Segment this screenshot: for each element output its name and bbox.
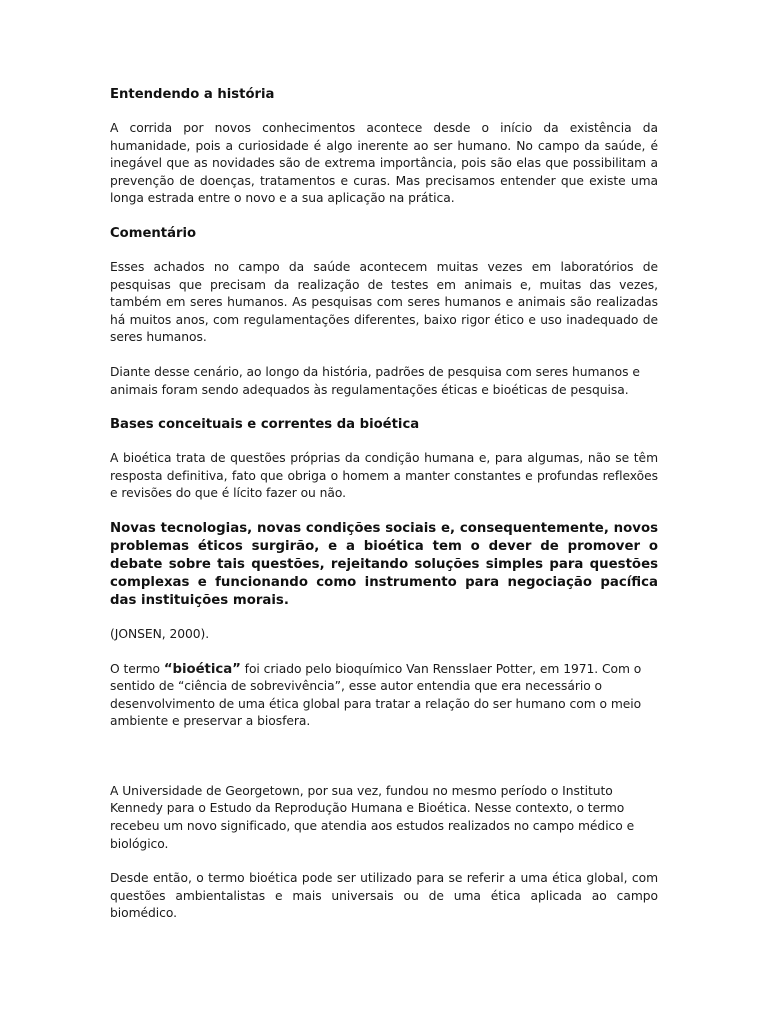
section-heading: Entendendo a história [110, 87, 275, 102]
term-paragraph-after: foi criado pelo bioquímico Van Rensslaer Potter, em 1971. Com o sentido de “ciência de sobrevivência”, esse autor entendia que era necessário o desenvolvimento de uma ética global para tratar a relação do ser humano com o meio ambiente e preservar a biosfera. [110, 661, 642, 729]
paragraph: Esses achados no campo da saúde acontecem muitas vezes em laboratórios de pesquisas que precisam da realização de testes em animais e, muitas das vezes, também em seres humanos. As pesquisas com seres humanos e animais são realizadas há muitos anos, com regulamentações diferentes, baixo rigor ético e uso inadequado de seres humanos. [110, 259, 658, 345]
citation: (JONSEN, 2000). [110, 626, 210, 641]
paragraph: A Universidade de Georgetown, por sua vez, fundou no mesmo período o Instituto Kennedy para o Estudo da Reprodução Humana e Bioética. Nesse contexto, o termo recebeu um novo significado, que atendia aos estudos realizados no campo médico e biológico. [110, 783, 635, 851]
term-paragraph-before: O termo [110, 661, 164, 676]
block-quote: Novas tecnologias, novas condições sociais e, consequentemente, novos problemas éticos surgirão, e a bioética tem o dever de promover o debate sobre tais questões, rejeitando soluções simples para questões complexas e funcionando como instrumento para negociação pacífica das instituições morais. [110, 520, 658, 608]
term-highlight: “bioética” [163, 661, 241, 677]
paragraph: A corrida por novos conhecimentos acontece desde o início da existência da humanidade, pois a curiosidade é algo inerente ao ser humano. No campo da saúde, é inegável que as novidades são de extrema importância, pois são elas que possibilitam a prevenção de doenças, tratamentos e curas. Mas precisamos entender que existe uma longa estrada entre o novo e a sua aplicação na prática. [110, 121, 658, 206]
section-heading: Bases conceituais e correntes da bioética [110, 417, 420, 433]
term-paragraph [110, 661, 658, 731]
document-page [110, 86, 658, 940]
paragraph: A bioética trata de questões próprias da condição humana e, para algumas, não se têm resposta definitiva, fato que obriga o homem a manter constantes e profundas reflexões e revisões do que é lícito fazer ou não. [110, 451, 658, 501]
paragraph: Desde então, o termo bioética pode ser utilizado para se referir a uma ética global, com questões ambientalistas e mais universais ou de uma ética aplicada ao campo biomédico. [110, 871, 658, 921]
section-heading: Comentário [110, 225, 197, 241]
paragraph: Diante desse cenário, ao longo da história, padrões de pesquisa com seres humanos e animais foram sendo adequados às regulamentações éticas e bioéticas de pesquisa. [110, 364, 640, 397]
blank-space [110, 748, 658, 783]
